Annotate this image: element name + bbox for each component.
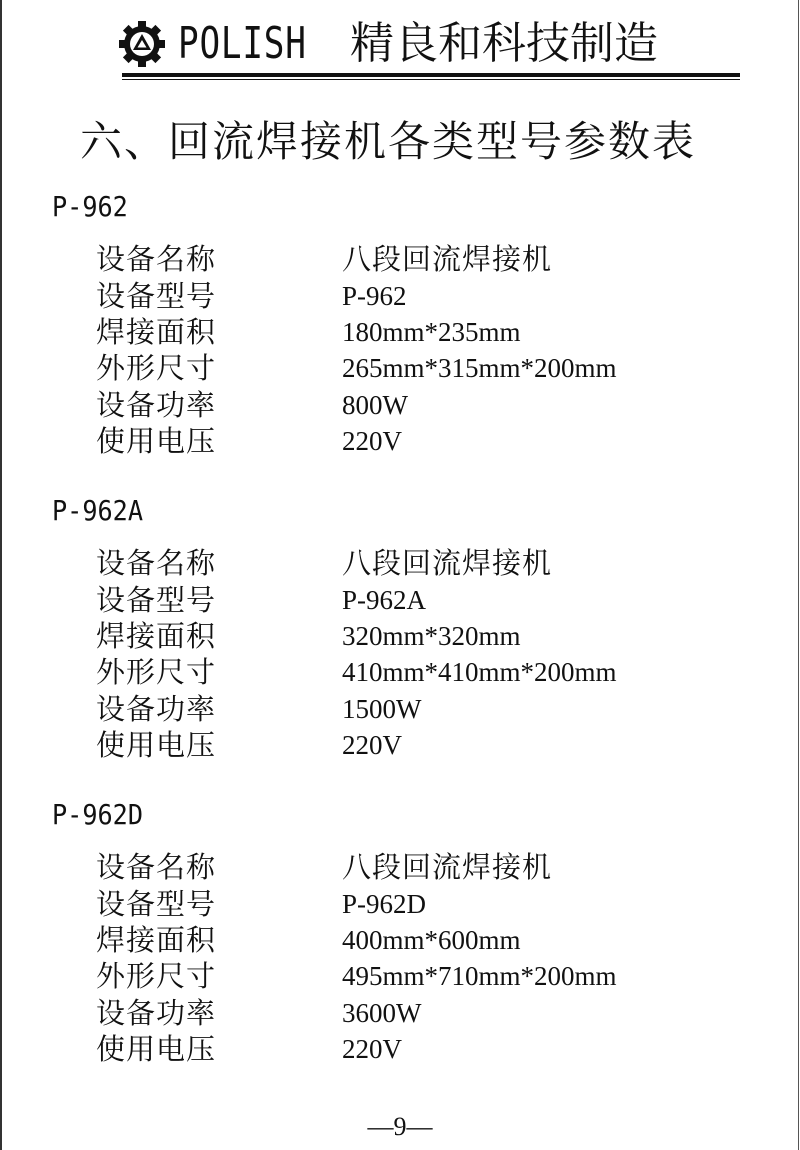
spec-label: 使用电压 [96, 728, 217, 762]
company-name: 精良和科技制造 [350, 18, 658, 69]
section-title: 六、回流焊接机各类型号参数表 [80, 117, 697, 166]
spec-value: 800W [342, 390, 408, 420]
spec-row [0, 423, 800, 460]
spec-label: 设备名称 [96, 546, 217, 580]
spec-row [0, 958, 800, 995]
spec-label: 设备功率 [96, 388, 217, 422]
spec-label: 设备功率 [96, 996, 217, 1030]
spec-row [0, 995, 800, 1032]
spec-row [0, 849, 800, 886]
gear-logo-icon [118, 20, 166, 68]
spec-label: 设备型号 [96, 583, 217, 617]
spec-row [0, 350, 800, 387]
spec-row [0, 582, 800, 619]
model-name: P-962 [52, 190, 128, 223]
spec-label: 设备名称 [96, 850, 217, 884]
spec-row [0, 241, 800, 278]
spec-value: 320mm*320mm [342, 621, 521, 651]
spec-value: 3600W [342, 998, 422, 1028]
header-rule [122, 73, 740, 77]
spec-row [0, 314, 800, 351]
spec-label: 设备型号 [96, 887, 217, 921]
spec-label: 使用电压 [96, 424, 217, 458]
spec-value: 495mm*710mm*200mm [342, 961, 617, 991]
spec-value: 八段回流焊接机 [342, 242, 553, 276]
spec-label: 设备功率 [96, 692, 217, 726]
spec-row [0, 654, 800, 691]
model-name: P-962A [52, 494, 144, 527]
spec-value: 220V [342, 730, 402, 760]
header-rule-thin [122, 79, 740, 80]
spec-value: 410mm*410mm*200mm [342, 657, 617, 687]
spec-label: 外形尺寸 [96, 351, 217, 385]
spec-label: 设备型号 [96, 279, 217, 313]
spec-label: 焊接面积 [96, 923, 217, 957]
spec-row [0, 922, 800, 959]
spec-value: 八段回流焊接机 [342, 850, 553, 884]
spec-label: 设备名称 [96, 242, 217, 276]
spec-row [0, 278, 800, 315]
spec-value: 1500W [342, 694, 422, 724]
spec-value: 400mm*600mm [342, 925, 521, 955]
spec-row [0, 727, 800, 764]
model-name: P-962D [52, 798, 144, 831]
spec-label: 焊接面积 [96, 619, 217, 653]
spec-value: P-962D [342, 889, 427, 919]
spec-label: 外形尺寸 [96, 655, 217, 689]
spec-value: 180mm*235mm [342, 317, 521, 347]
spec-row [0, 545, 800, 582]
page-header [118, 12, 738, 80]
spec-row [0, 886, 800, 923]
spec-row [0, 691, 800, 728]
spec-label: 使用电压 [96, 1032, 217, 1066]
spec-row [0, 618, 800, 655]
spec-label: 外形尺寸 [96, 959, 217, 993]
spec-value: P-962A [342, 585, 427, 615]
spec-row [0, 387, 800, 424]
page-number: —9— [367, 1112, 433, 1141]
spec-row [0, 1031, 800, 1068]
brand-name: POLISH [178, 18, 307, 69]
spec-label: 焊接面积 [96, 315, 217, 349]
spec-value: 220V [342, 426, 402, 456]
spec-value: 八段回流焊接机 [342, 546, 553, 580]
spec-value: 220V [342, 1034, 402, 1064]
spec-value: 265mm*315mm*200mm [342, 353, 617, 383]
spec-value: P-962 [342, 281, 407, 311]
